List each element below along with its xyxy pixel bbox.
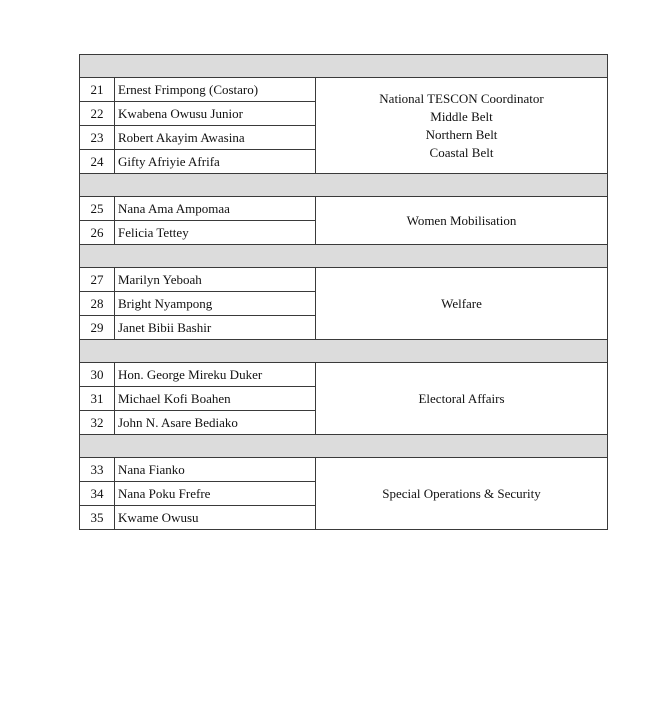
row-number: 22 <box>80 102 115 126</box>
row-number: 24 <box>80 150 115 174</box>
member-name: Nana Fianko <box>115 458 316 482</box>
row-number: 35 <box>80 506 115 530</box>
member-name: Kwame Owusu <box>115 506 316 530</box>
member-name: Robert Akayim Awasina <box>115 126 316 150</box>
role-subtitle-coastal-belt: Coastal Belt <box>429 144 494 160</box>
role-cell: Welfare <box>316 268 608 340</box>
row-number: 29 <box>80 316 115 340</box>
member-name: Kwabena Owusu Junior <box>115 102 316 126</box>
section-divider-cell <box>80 435 608 458</box>
row-number: 32 <box>80 411 115 435</box>
section-divider-row <box>80 435 608 458</box>
executive-roster-table <box>79 54 608 530</box>
table-row <box>80 363 608 387</box>
role-subtitle-northern-belt: Northern Belt <box>425 126 498 142</box>
role-cell <box>316 78 608 174</box>
member-name: Felicia Tettey <box>115 221 316 245</box>
row-number: 33 <box>80 458 115 482</box>
member-name: Bright Nyampong <box>115 292 316 316</box>
row-number: 30 <box>80 363 115 387</box>
table-row <box>80 78 608 102</box>
role-subtitle-middle-belt: Middle Belt <box>430 108 493 124</box>
section-divider-cell <box>80 245 608 268</box>
table-row <box>80 268 608 292</box>
member-name: Janet Bibii Bashir <box>115 316 316 340</box>
member-name: Marilyn Yeboah <box>115 268 316 292</box>
table-row <box>80 197 608 221</box>
member-name: Michael Kofi Boahen <box>115 387 316 411</box>
member-name: Hon. George Mireku Duker <box>115 363 316 387</box>
role-cell: Electoral Affairs <box>316 363 608 435</box>
row-number: 21 <box>80 78 115 102</box>
row-number: 23 <box>80 126 115 150</box>
section-divider-row <box>80 245 608 268</box>
member-name: Ernest Frimpong (Costaro) <box>115 78 316 102</box>
row-number: 34 <box>80 482 115 506</box>
role-cell: Special Operations & Security <box>316 458 608 530</box>
row-number: 26 <box>80 221 115 245</box>
member-name: Gifty Afriyie Afrifa <box>115 150 316 174</box>
member-name: Nana Poku Frefre <box>115 482 316 506</box>
role-title: National TESCON Coordinator <box>379 90 544 106</box>
row-number: 31 <box>80 387 115 411</box>
table-row <box>80 458 608 482</box>
role-cell: Women Mobilisation <box>316 197 608 245</box>
row-number: 25 <box>80 197 115 221</box>
member-name: John N. Asare Bediako <box>115 411 316 435</box>
member-name: Nana Ama Ampomaa <box>115 197 316 221</box>
section-divider-cell <box>80 55 608 78</box>
row-number: 27 <box>80 268 115 292</box>
section-divider-row <box>80 340 608 363</box>
section-divider-row <box>80 55 608 78</box>
section-divider-row <box>80 174 608 197</box>
row-number: 28 <box>80 292 115 316</box>
section-divider-cell <box>80 174 608 197</box>
section-divider-cell <box>80 340 608 363</box>
